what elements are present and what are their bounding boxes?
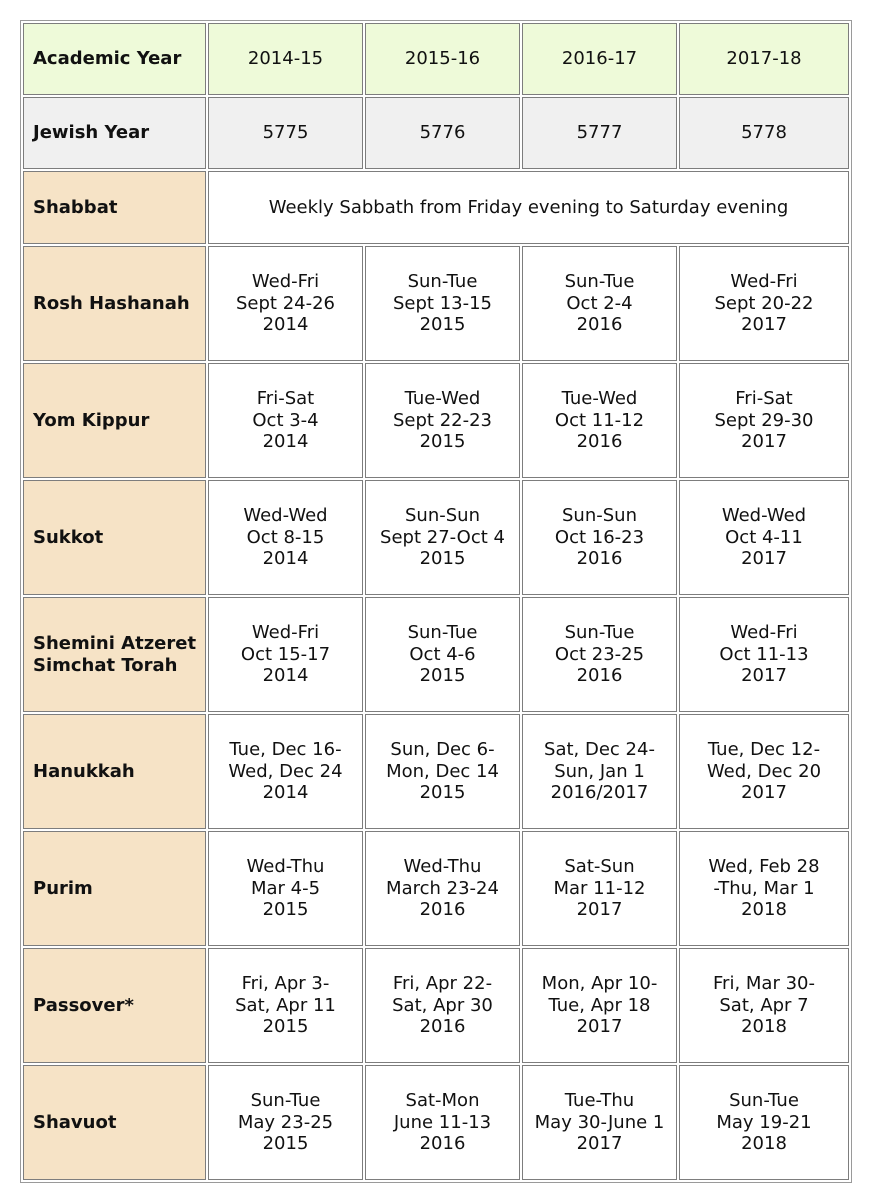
date-line: Tue, Dec 12- <box>707 739 821 761</box>
date-line: Wed-Fri <box>251 622 320 644</box>
holiday-row <box>23 246 849 361</box>
holiday-row <box>23 948 849 1063</box>
date-line: 2017 <box>741 548 787 570</box>
date-line: 2016 <box>419 1016 466 1038</box>
holiday-date-cell <box>679 597 849 712</box>
jewish-year-cell: 5776 <box>365 97 520 169</box>
date-line: Oct 2-4 <box>566 292 633 314</box>
date-line: Sat, Apr 7 <box>719 994 809 1016</box>
date-line: March 23-24 <box>386 877 499 899</box>
date-line: 2016 <box>419 1133 466 1155</box>
date-line: Oct 8-15 <box>246 526 325 548</box>
date-line: 2015 <box>419 548 466 570</box>
holiday-name-line: Passover* <box>33 994 134 1016</box>
date-line: June 11-13 <box>393 1111 492 1133</box>
holiday-name-line: Rosh Hashanah <box>33 292 190 314</box>
date-line: Wed, Feb 28 <box>708 856 820 878</box>
holiday-date-cell <box>522 480 677 595</box>
date-line: Sat-Mon <box>405 1090 480 1112</box>
date-line: 2016 <box>576 665 623 687</box>
date-line: Tue-Thu <box>564 1090 635 1112</box>
holiday-date-cell <box>679 480 849 595</box>
date-line: -Thu, Mar 1 <box>713 877 815 899</box>
date-line: 2016 <box>576 314 623 336</box>
date-line: Tue, Apr 18 <box>548 994 651 1016</box>
date-line: 2017 <box>741 431 787 453</box>
date-line: Wed-Thu <box>246 856 325 878</box>
date-line: Fri-Sat <box>256 388 315 410</box>
holiday-date-cell <box>679 714 849 829</box>
holiday-name-line: Sukkot <box>33 526 104 548</box>
date-line: Sept 22-23 <box>392 409 492 431</box>
date-line: Mar 4-5 <box>250 877 321 899</box>
date-line: 2014 <box>262 431 309 453</box>
date-line: Sept 13-15 <box>392 292 492 314</box>
date-line: 2014 <box>262 548 309 570</box>
jewish-year-row <box>23 97 849 169</box>
date-line: Sun-Tue <box>407 271 478 293</box>
date-line: Sun-Sun <box>405 505 480 527</box>
date-line: Fri, Mar 30- <box>713 973 815 995</box>
date-line: 2014 <box>262 314 309 336</box>
holiday-date-cell <box>522 1065 677 1180</box>
date-line: Mar 11-12 <box>553 877 646 899</box>
academic-year-row <box>23 23 849 95</box>
date-line: 2016 <box>419 899 466 921</box>
date-line: 2017 <box>741 665 787 687</box>
holiday-date-cell <box>365 597 520 712</box>
date-line: Sept 20-22 <box>714 292 814 314</box>
holiday-date-cell <box>522 948 677 1063</box>
holiday-date-cell <box>208 597 363 712</box>
date-line: Oct 23-25 <box>554 643 645 665</box>
date-line: 2016 <box>576 431 623 453</box>
date-line: Oct 4-11 <box>725 526 803 548</box>
date-line: Sun-Tue <box>729 1090 799 1112</box>
date-line: 2016/2017 <box>550 782 649 804</box>
date-line: 2018 <box>741 1016 787 1038</box>
holiday-date-cell <box>208 480 363 595</box>
academic-year-cell: 2017-18 <box>679 23 849 95</box>
date-line: 2015 <box>419 782 466 804</box>
date-line: 2017 <box>576 899 623 921</box>
holiday-row <box>23 597 849 712</box>
jewish-year-label: Jewish Year <box>23 97 206 169</box>
date-line: 2018 <box>741 899 787 921</box>
date-line: Oct 16-23 <box>554 526 645 548</box>
date-line: 2016 <box>576 548 623 570</box>
date-line: May 30-June 1 <box>534 1111 665 1133</box>
holiday-date-cell <box>365 831 520 946</box>
date-line: Wed-Thu <box>403 856 482 878</box>
date-line: Fri, Apr 22- <box>392 973 493 995</box>
date-line: Oct 11-12 <box>554 409 645 431</box>
holiday-date-cell <box>208 714 363 829</box>
holiday-name-line: Hanukkah <box>33 760 135 782</box>
holiday-name <box>23 948 206 1063</box>
holiday-date-cell <box>679 363 849 478</box>
academic-year-cell: 2016-17 <box>522 23 677 95</box>
date-line: May 19-21 <box>716 1111 812 1133</box>
holiday-name <box>23 597 206 712</box>
holiday-name-line: Shemini Atzeret <box>33 633 197 654</box>
date-line: Sept 29-30 <box>714 409 814 431</box>
date-line: 2017 <box>576 1133 623 1155</box>
jewish-year-cell: 5777 <box>522 97 677 169</box>
date-line: Oct 15-17 <box>240 643 331 665</box>
academic-year-cell: 2015-16 <box>365 23 520 95</box>
holiday-name <box>23 246 206 361</box>
holiday-date-cell <box>679 246 849 361</box>
date-line: Wed-Fri <box>251 271 320 293</box>
holiday-date-cell <box>365 714 520 829</box>
date-line: 2015 <box>419 314 466 336</box>
date-line: Tue, Dec 16- <box>229 739 342 761</box>
holiday-name-line: Purim <box>33 877 93 899</box>
date-line: Sept 27-Oct 4 <box>380 526 505 548</box>
holiday-date-cell <box>208 246 363 361</box>
date-line: 2017 <box>741 314 787 336</box>
date-line: Wed-Wed <box>721 505 807 527</box>
holiday-name-line: Shavuot <box>33 1111 117 1133</box>
holiday-date-cell <box>365 363 520 478</box>
date-line: Tue-Wed <box>404 388 481 410</box>
holiday-name <box>23 363 206 478</box>
date-line: 2018 <box>741 1133 787 1155</box>
date-line: Sun, Jan 1 <box>554 760 645 782</box>
holiday-row <box>23 480 849 595</box>
date-line: Sat, Apr 30 <box>392 994 493 1016</box>
date-line: Sun-Tue <box>407 622 478 644</box>
holiday-date-cell <box>208 363 363 478</box>
date-line: Mon, Apr 10- <box>541 973 658 995</box>
holiday-date-cell <box>522 363 677 478</box>
date-line: Oct 4-6 <box>409 643 476 665</box>
date-line: Sat, Dec 24- <box>544 739 655 761</box>
date-line: 2014 <box>262 665 309 687</box>
holiday-name-line: Yom Kippur <box>33 409 150 431</box>
date-line: 2015 <box>262 1133 309 1155</box>
date-line: Wed-Fri <box>730 622 798 644</box>
holiday-name-line: Simchat Torah <box>33 654 178 676</box>
date-line: Sat-Sun <box>564 856 635 878</box>
date-line: Wed, Dec 20 <box>706 760 822 782</box>
jewish-year-cell: 5778 <box>679 97 849 169</box>
holiday-name <box>23 1065 206 1180</box>
shabbat-description: Weekly Sabbath from Friday evening to Saturday evening <box>208 171 849 244</box>
date-line: 2017 <box>576 1016 623 1038</box>
shabbat-label: Shabbat <box>23 171 206 244</box>
jewish-year-cell: 5775 <box>208 97 363 169</box>
holiday-name <box>23 714 206 829</box>
date-line: Sun, Dec 6- <box>390 739 495 761</box>
calendar-table-wrapper <box>20 20 852 1183</box>
holiday-date-cell <box>365 246 520 361</box>
date-line: 2015 <box>262 1016 309 1038</box>
date-line: Wed-Fri <box>730 271 798 293</box>
holiday-date-cell <box>208 948 363 1063</box>
date-line: Oct 11-13 <box>719 643 809 665</box>
holiday-date-cell <box>365 948 520 1063</box>
date-line: 2014 <box>262 782 309 804</box>
holiday-date-cell <box>522 831 677 946</box>
holiday-calendar-table <box>20 20 852 1183</box>
date-line: Wed, Dec 24 <box>228 760 343 782</box>
date-line: Sun-Tue <box>564 271 635 293</box>
holiday-row <box>23 714 849 829</box>
date-line: Sun-Sun <box>562 505 637 527</box>
date-line: 2015 <box>419 431 466 453</box>
shabbat-row <box>23 171 849 244</box>
holiday-date-cell <box>522 597 677 712</box>
academic-year-label: Academic Year <box>23 23 206 95</box>
date-line: May 23-25 <box>237 1111 334 1133</box>
date-line: Fri-Sat <box>735 388 793 410</box>
table-body <box>23 23 849 1180</box>
holiday-row <box>23 831 849 946</box>
holiday-row <box>23 363 849 478</box>
date-line: Oct 3-4 <box>252 409 319 431</box>
holiday-date-cell <box>679 948 849 1063</box>
date-line: Tue-Wed <box>561 388 638 410</box>
holiday-date-cell <box>208 1065 363 1180</box>
date-line: Mon, Dec 14 <box>386 760 499 782</box>
date-line: Sun-Tue <box>250 1090 321 1112</box>
holiday-date-cell <box>679 1065 849 1180</box>
academic-year-cell: 2014-15 <box>208 23 363 95</box>
date-line: Sept 24-26 <box>235 292 335 314</box>
holiday-date-cell <box>522 714 677 829</box>
date-line: Sun-Tue <box>564 622 635 644</box>
holiday-row <box>23 1065 849 1180</box>
date-line: 2017 <box>741 782 787 804</box>
holiday-name <box>23 480 206 595</box>
date-line: Wed-Wed <box>243 505 328 527</box>
holiday-date-cell <box>522 246 677 361</box>
date-line: Fri, Apr 3- <box>241 973 330 995</box>
holiday-date-cell <box>365 480 520 595</box>
holiday-date-cell <box>679 831 849 946</box>
holiday-name <box>23 831 206 946</box>
date-line: Sat, Apr 11 <box>235 994 336 1016</box>
date-line: 2015 <box>262 899 309 921</box>
date-line: 2015 <box>419 665 466 687</box>
holiday-date-cell <box>365 1065 520 1180</box>
holiday-date-cell <box>208 831 363 946</box>
